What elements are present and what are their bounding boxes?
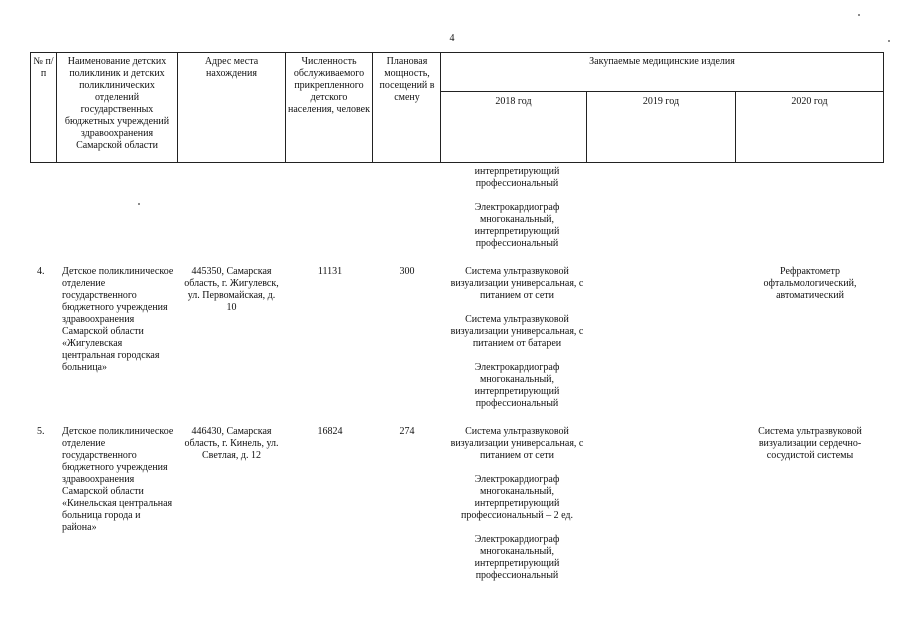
continuation-item: Электрокардиограф многоканальный, интерпретирующий профессиональный: [474, 202, 560, 249]
page-number: 4: [449, 33, 455, 44]
header-2020: 2020 год: [791, 96, 828, 107]
scan-speck: [888, 40, 890, 42]
equipment-item: Электрокардиограф многоканальный, интерпретирующий профессиональный: [474, 362, 560, 409]
equipment-item: Электрокардиограф многоканальный, интерпретирующий профессиональный: [474, 534, 560, 581]
equipment-item: Система ультразвуковой визуализации универсальная, с питанием от сети: [450, 266, 584, 301]
equipment-item: Система ультразвуковой визуализации универсальная, с питанием от сети: [450, 426, 584, 461]
equipment-item: Система ультразвуковой визуализации универсальная, с питанием от батареи: [450, 314, 584, 349]
row-2020: [740, 426, 880, 462]
header-capacity: Плановая мощность, посещений в смену: [379, 56, 435, 103]
header-2019: 2019 год: [642, 96, 680, 107]
header-2018: 2018 год: [495, 96, 532, 107]
continuation-item: интерпретирующий профессиональный: [474, 166, 560, 189]
row-2018: [447, 266, 587, 410]
continuation-2018: [450, 166, 584, 250]
row-num: 4.: [37, 266, 45, 277]
row-address: 445350, Самарская область, г. Жигулевск, ул. Первомайская, д. 10: [184, 266, 279, 313]
row-2018: [447, 426, 587, 582]
header-address: Адрес места нахождения: [204, 56, 259, 79]
header-name: Наименование детских поликлиник и детских поликлинических отделений государственных бюджетных учреждений здравоохранения Самарской области: [64, 56, 170, 151]
row-capacity: 274: [399, 426, 415, 437]
row-population: 11131: [317, 266, 343, 277]
row-num: 5.: [37, 426, 45, 437]
equipment-item: Электрокардиограф многоканальный, интерпретирующий профессиональный – 2 ед.: [461, 474, 573, 521]
row-2020: [740, 266, 880, 302]
equipment-item: Система ультразвуковой визуализации сердечно-сосудистой системы: [758, 426, 862, 461]
scan-speck: [138, 203, 140, 205]
row-name: Детское поликлиническое отделение государственного бюджетного учреждения здравоохранения Самарской области «Кинельская центральная больница города и района»: [62, 426, 174, 533]
header-num: № п/п: [33, 56, 54, 79]
row-name: Детское поликлиническое отделение государственного бюджетного учреждения здравоохранения Самарской области «Жигулевская центральная городская больница»: [62, 266, 174, 373]
equipment-item: Рефрактометр офтальмологический, автоматический: [763, 266, 857, 301]
header-population: Численность обслуживаемого прикрепленного детского населения, человек: [288, 56, 370, 115]
row-capacity: 300: [399, 266, 415, 277]
header-purchased: Закупаемые медицинские изделия: [589, 56, 735, 67]
scan-speck: [858, 14, 860, 16]
row-address: 446430, Самарская область, г. Кинель, ул. Светлая, д. 12: [184, 426, 279, 461]
row-population: 16824: [317, 426, 343, 437]
